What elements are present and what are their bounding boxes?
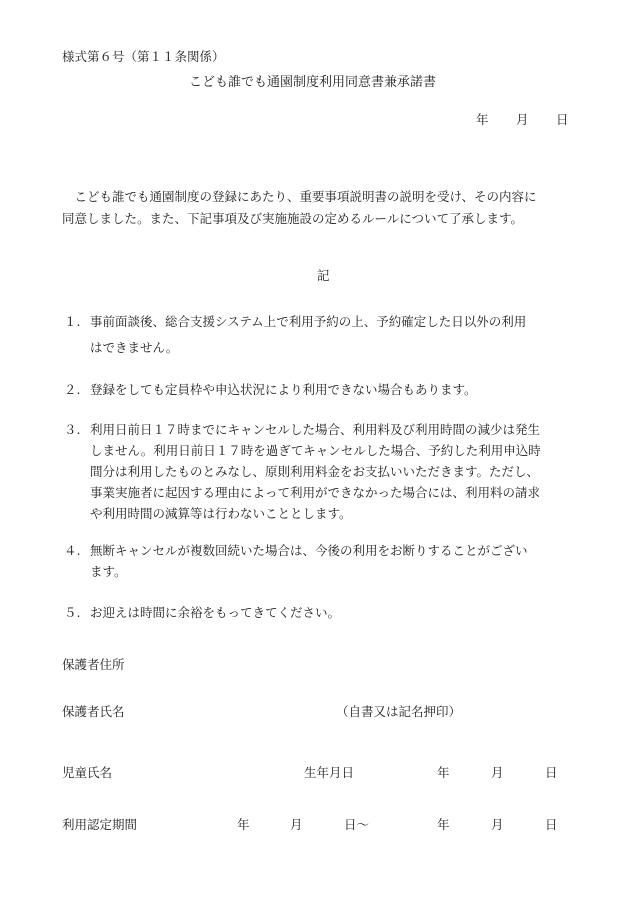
period-end-month-label: 月 [491, 817, 504, 832]
item-line: 事前面談後、総合支援システム上で利用予約の上、予約確定した日以外の利用 [90, 314, 527, 329]
item-number: ５. [64, 605, 81, 620]
list-item [64, 602, 580, 623]
intro-paragraph [62, 186, 582, 230]
item-line: 利用日前日１７時までにキャンセルした場合、利用料及び利用時間の減少は発生 [90, 422, 541, 437]
period-start-year-label: 年 [237, 817, 250, 832]
date-day-label: 日 [556, 112, 569, 127]
item-line: お迎えは時間に余裕をもってきてください。 [90, 605, 341, 620]
date-year-label: 年 [476, 112, 489, 127]
list-item [64, 540, 580, 582]
item-line: 無断キャンセルが複数回続いた場合は、今後の利用をお断りすることがござい [90, 543, 528, 558]
list-item [64, 379, 580, 400]
period-end-day-label: 日 [545, 817, 558, 832]
item-line: ます。 [90, 564, 127, 579]
item-number: ３. [64, 422, 81, 437]
signature-note: （自書又は記名押印） [336, 704, 462, 719]
item-number: ２. [64, 382, 81, 397]
period-start-day-label: 日～ [344, 817, 370, 832]
date-month-label: 月 [516, 112, 529, 127]
guardian-name-label: 保護者氏名 [62, 704, 125, 719]
list-item [64, 311, 580, 358]
document-title: こども誰でも通園制度利用同意書兼承諾書 [189, 75, 437, 90]
item-line: はできません。 [90, 340, 179, 355]
birth-year-label: 年 [437, 765, 450, 780]
item-number: １. [64, 314, 81, 329]
item-line: 間分は利用したものとみなし、原則利用料金をお支払いいただきます。ただし、 [90, 464, 540, 479]
form-number: 様式第６号（第１１条関係） [62, 49, 225, 64]
item-number: ４. [64, 543, 81, 558]
list-item [64, 419, 580, 524]
item-line: しません。利用日前日１７時を過ぎてキャンセルした場合、予約した利用申込時 [90, 443, 541, 458]
intro-line: こども誰でも通園制度の登録にあたり、重要事項説明書の説明を受け、その内容に [62, 189, 537, 204]
ki-heading: 記 [317, 268, 330, 283]
birthdate-label: 生年月日 [304, 765, 355, 780]
item-line: や利用時間の減算等は行わないこととします。 [90, 506, 352, 521]
item-line: 登録をしても定員枠や申込状況により利用できない場合もあります。 [90, 382, 477, 397]
period-label: 利用認定期間 [62, 817, 138, 832]
period-end-year-label: 年 [437, 817, 450, 832]
intro-line: 同意しました。また、下記事項及び実施施設の定めるルールについて了承します。 [62, 211, 524, 226]
guardian-address-label: 保護者住所 [62, 657, 125, 672]
birth-month-label: 月 [491, 765, 504, 780]
item-line: 事業実施者に起因する理由によって利用ができなかった場合には、利用料の請求 [90, 485, 541, 500]
child-name-label: 児童氏名 [62, 765, 113, 780]
period-start-month-label: 月 [290, 817, 303, 832]
birth-day-label: 日 [545, 765, 558, 780]
